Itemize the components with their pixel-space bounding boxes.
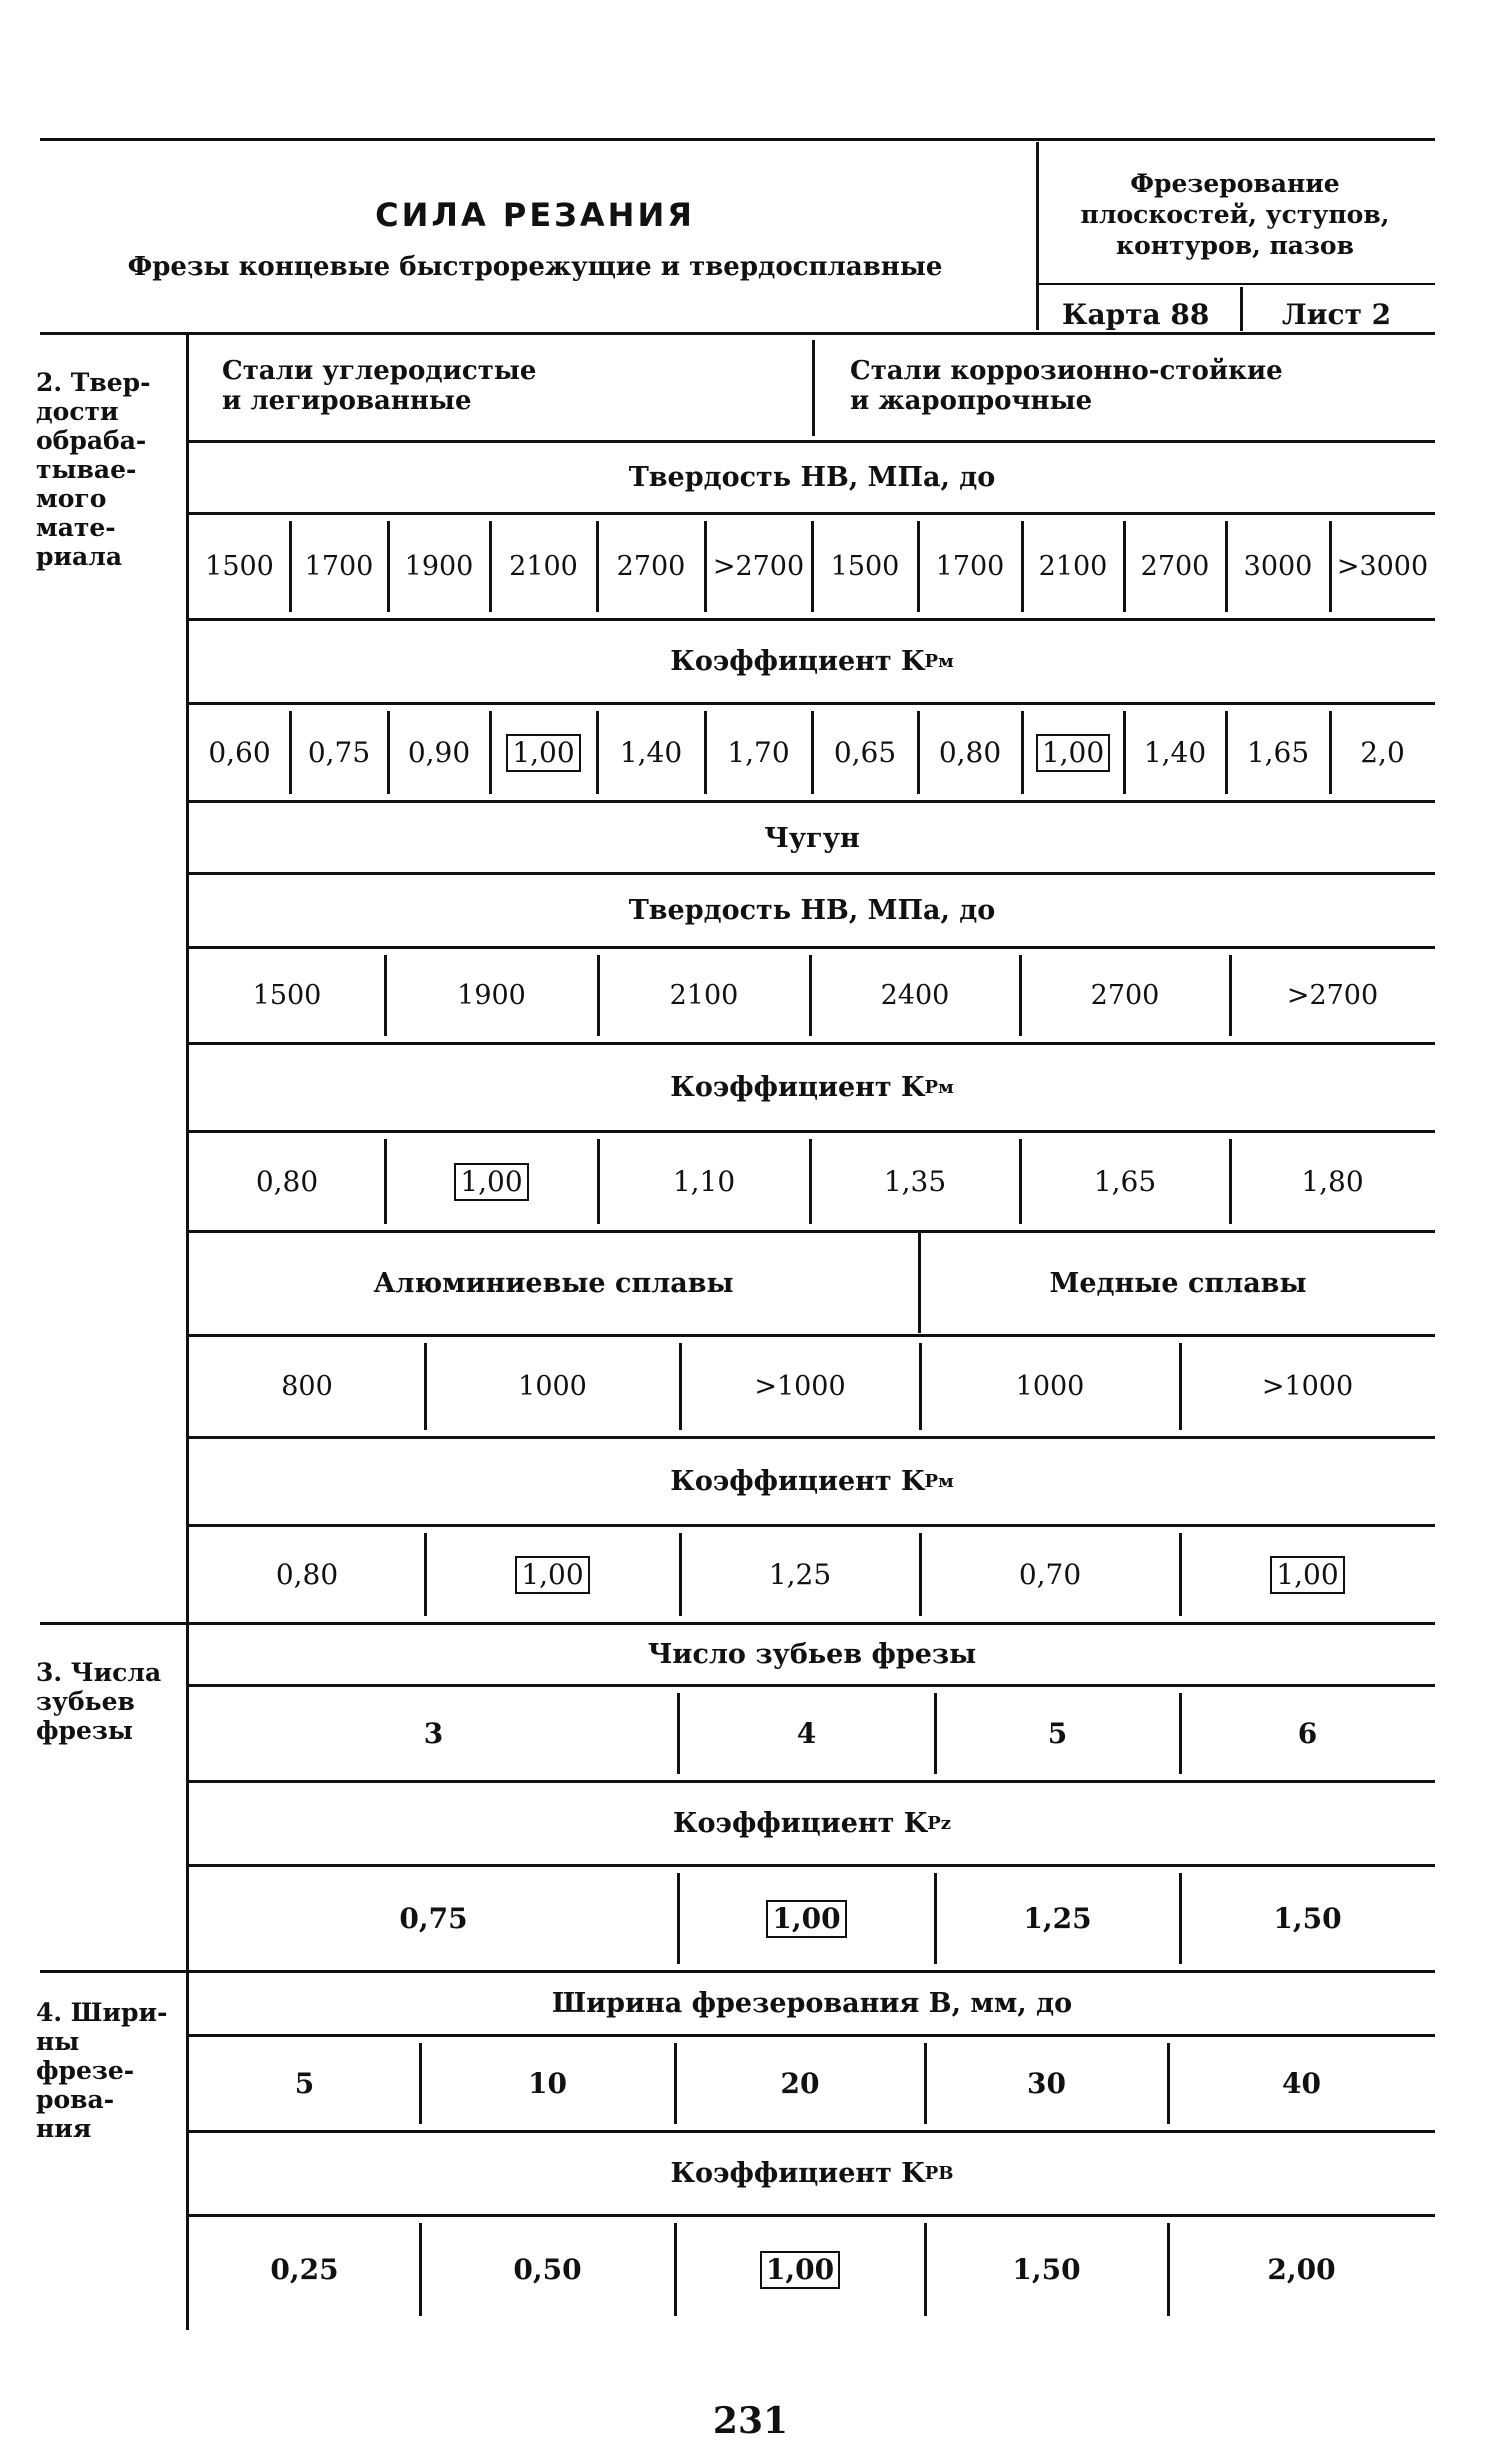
steel-hardness-header: Твердость НВ, МПа, до bbox=[628, 461, 996, 493]
steel-coef-cell: 1,65 bbox=[1246, 736, 1310, 769]
steel-hardness-cell: 1500 bbox=[830, 551, 900, 582]
teeth-coef-cell: 1,25 bbox=[1023, 1902, 1092, 1935]
cell-divider bbox=[934, 1873, 937, 1964]
cast-coef-cell: 1,10 bbox=[672, 1165, 736, 1198]
cell-divider bbox=[424, 1533, 427, 1616]
cell-divider bbox=[1225, 521, 1228, 612]
cell-divider bbox=[1019, 955, 1022, 1036]
steel-hardness-cell: 2100 bbox=[509, 551, 578, 582]
page-title: СИЛА РЕЗАНИЯ bbox=[375, 196, 695, 234]
cast-hardness-cell: 2400 bbox=[880, 980, 950, 1011]
cast-hardness-cell: 1500 bbox=[252, 980, 322, 1011]
cell-divider bbox=[704, 711, 707, 794]
width-cell: 5 bbox=[294, 2067, 315, 2100]
steel-coef-cell: 1,40 bbox=[619, 736, 683, 769]
aluminium-alloys-header: Алюминиевые сплавы bbox=[373, 1267, 734, 1299]
cell-divider bbox=[1329, 521, 1332, 612]
steel-coef-cell: 0,80 bbox=[938, 736, 1002, 769]
steel-hardness-cell: 2700 bbox=[1140, 551, 1210, 582]
width-cell: 40 bbox=[1282, 2067, 1321, 2100]
cell-divider bbox=[924, 2043, 927, 2124]
teeth-coef-cell: 1,00 bbox=[678, 1867, 935, 1970]
steel-coef-cell: 0,75 bbox=[307, 736, 371, 769]
copper-alloys-header: Медные сплавы bbox=[1049, 1267, 1307, 1299]
cast-hardness-cell: >2700 bbox=[1286, 980, 1379, 1011]
cell-divider bbox=[1167, 2043, 1170, 2124]
cell-divider bbox=[677, 1693, 680, 1774]
width-cell: 20 bbox=[780, 2067, 820, 2100]
steel-hardness-cell: 1700 bbox=[935, 551, 1005, 582]
header-right-rule bbox=[1039, 283, 1435, 285]
cast-iron-header: Чугун bbox=[764, 822, 860, 854]
cast-coef-cell: 0,80 bbox=[255, 1165, 319, 1198]
steel-coef-cell: 1,00 bbox=[1022, 705, 1124, 800]
alloy-coef-cell: 1,25 bbox=[768, 1558, 832, 1591]
cell-divider bbox=[679, 1533, 682, 1616]
cast-coef-cell: 1,00 bbox=[385, 1133, 598, 1230]
cell-divider bbox=[1179, 1343, 1182, 1430]
steel-coef-cell: 2,0 bbox=[1360, 736, 1405, 769]
operation-line-3: контуров, пазов bbox=[1116, 231, 1354, 260]
cell-divider bbox=[289, 711, 292, 794]
teeth-cell: 3 bbox=[423, 1717, 444, 1750]
steel-hardness-cell: >2700 bbox=[712, 551, 805, 582]
cell-divider bbox=[489, 521, 492, 612]
card-sheet-divider bbox=[1240, 287, 1243, 331]
cell-divider bbox=[677, 1873, 680, 1964]
top-rule bbox=[40, 138, 1435, 141]
steel-hardness-cell: 1700 bbox=[304, 551, 374, 582]
width-header: Ширина фрезерования B, мм, до bbox=[551, 1987, 1073, 2019]
cell-divider bbox=[1229, 955, 1232, 1036]
cell-divider bbox=[597, 955, 600, 1036]
alloy-hardness-cell: 1000 bbox=[518, 1371, 587, 1402]
cast-hardness-cell: 2100 bbox=[669, 980, 739, 1011]
teeth-cell: 4 bbox=[796, 1717, 817, 1750]
cast-hardness-cell: 2700 bbox=[1090, 980, 1160, 1011]
teeth-cell: 6 bbox=[1297, 1717, 1318, 1750]
teeth-coef-header: Коэффициент K Pz bbox=[672, 1807, 951, 1839]
cell-divider bbox=[919, 1343, 922, 1430]
alloy-coef-cell: 0,80 bbox=[275, 1558, 339, 1591]
cell-divider bbox=[811, 711, 814, 794]
operation-line-2: плоскостей, уступов, bbox=[1080, 200, 1390, 229]
alloy-hardness-cell: 1000 bbox=[1015, 1371, 1085, 1402]
width-cell: 10 bbox=[528, 2067, 567, 2100]
cell-divider bbox=[597, 1139, 600, 1224]
teeth-cell: 5 bbox=[1047, 1717, 1068, 1750]
cell-divider bbox=[811, 521, 814, 612]
cell-divider bbox=[1229, 1139, 1232, 1224]
cell-divider bbox=[679, 1343, 682, 1430]
steel-coef-cell: 1,70 bbox=[727, 736, 790, 769]
cell-divider bbox=[384, 955, 387, 1036]
header-divider bbox=[1036, 142, 1039, 330]
width-cell: 30 bbox=[1027, 2067, 1066, 2100]
width-coef-cell: 1,50 bbox=[1012, 2253, 1081, 2286]
cast-coef-cell: 1,35 bbox=[883, 1165, 947, 1198]
cell-divider bbox=[1021, 521, 1024, 612]
steel-hardness-cell: >3000 bbox=[1336, 551, 1429, 582]
steel-hardness-cell: 3000 bbox=[1243, 551, 1313, 582]
cell-divider bbox=[809, 955, 812, 1036]
steel-group-carbon: Стали углеродистые и легированные bbox=[222, 356, 537, 416]
cast-coef-cell: 1,65 bbox=[1093, 1165, 1157, 1198]
cell-divider bbox=[704, 521, 707, 612]
steel-hardness-cell: 1500 bbox=[205, 551, 274, 582]
steel-coef-header: Коэффициент K Pм bbox=[670, 645, 954, 677]
alloy-coef-header: Коэффициент K Pм bbox=[670, 1465, 954, 1497]
cell-divider bbox=[1225, 711, 1228, 794]
cell-divider bbox=[1021, 711, 1024, 794]
cell-divider bbox=[387, 521, 390, 612]
cell-divider bbox=[596, 711, 599, 794]
card-number: Карта 88 bbox=[1062, 298, 1210, 331]
cell-divider bbox=[424, 1343, 427, 1430]
steel-coef-cell: 0,90 bbox=[407, 736, 471, 769]
cell-divider bbox=[419, 2223, 422, 2316]
cell-divider bbox=[289, 521, 292, 612]
cell-divider bbox=[917, 711, 920, 794]
cast-coef-header: Коэффициент K Pм bbox=[670, 1071, 954, 1103]
cast-coef-cell: 1,80 bbox=[1301, 1165, 1364, 1198]
cell-divider bbox=[1179, 1533, 1182, 1616]
operation-line-1: Фрезерование bbox=[1130, 169, 1340, 198]
width-coef-header: Коэффициент K PB bbox=[670, 2157, 954, 2189]
cell-divider bbox=[674, 2043, 677, 2124]
cell-divider bbox=[919, 1533, 922, 1616]
sheet-number: Лист 2 bbox=[1282, 298, 1392, 331]
page-subtitle: Фрезы концевые быстрорежущие и твердосплавные bbox=[127, 252, 943, 282]
alloy-hardness-cell: 800 bbox=[281, 1371, 333, 1402]
width-coef-cell: 0,50 bbox=[513, 2253, 582, 2286]
steel-coef-cell: 0,60 bbox=[208, 736, 271, 769]
cell-divider bbox=[809, 1139, 812, 1224]
cell-divider bbox=[419, 2043, 422, 2124]
teeth-coef-cell: 1,50 bbox=[1273, 1902, 1342, 1935]
steel-group-stainless: Стали коррозионно-стойкие и жаропрочные bbox=[850, 356, 1283, 416]
cell-divider bbox=[1123, 711, 1126, 794]
alloy-hardness-cell: >1000 bbox=[1261, 1371, 1354, 1402]
cell-divider bbox=[674, 2223, 677, 2316]
alloy-coef-cell: 1,00 bbox=[1180, 1527, 1435, 1622]
header-bottom-rule bbox=[40, 332, 1435, 335]
cell-divider bbox=[934, 1693, 937, 1774]
section-4-label: 4. Шири- ны фрезе- рова- ния bbox=[36, 1998, 168, 2143]
cell-divider bbox=[596, 521, 599, 612]
steel-hardness-cell: 1900 bbox=[404, 551, 474, 582]
width-coef-cell: 1,00 bbox=[675, 2217, 925, 2322]
alloy-coef-cell: 1,00 bbox=[425, 1527, 680, 1622]
steel-group-divider bbox=[812, 340, 815, 436]
cell-divider bbox=[489, 711, 492, 794]
steel-coef-cell: 1,00 bbox=[490, 705, 597, 800]
alloy-coef-cell: 0,70 bbox=[1018, 1558, 1082, 1591]
cell-divider bbox=[917, 521, 920, 612]
teeth-header: Число зубьев фрезы bbox=[647, 1638, 977, 1670]
cell-divider bbox=[1167, 2223, 1170, 2316]
cell-divider bbox=[1179, 1693, 1182, 1774]
cast-hardness-cell: 1900 bbox=[457, 980, 526, 1011]
width-coef-cell: 2,00 bbox=[1267, 2253, 1336, 2286]
section-2-label: 2. Твер- дости обраба- тывае- мого мате- риала bbox=[36, 368, 151, 571]
operation-description bbox=[1040, 168, 1430, 261]
cell-divider bbox=[1179, 1873, 1182, 1964]
cell-divider bbox=[384, 1139, 387, 1224]
steel-hardness-cell: 2700 bbox=[616, 551, 686, 582]
cell-divider bbox=[1123, 521, 1126, 612]
width-coef-cell: 0,25 bbox=[270, 2253, 339, 2286]
steel-hardness-cell: 2100 bbox=[1038, 551, 1108, 582]
teeth-coef-cell: 0,75 bbox=[399, 1902, 468, 1935]
steel-coef-cell: 1,40 bbox=[1143, 736, 1207, 769]
cell-divider bbox=[924, 2223, 927, 2316]
cell-divider bbox=[1019, 1139, 1022, 1224]
alloy-hardness-cell: >1000 bbox=[754, 1371, 846, 1402]
section-3-label: 3. Числа зубьев фрезы bbox=[36, 1658, 162, 1745]
cell-divider bbox=[1329, 711, 1332, 794]
cast-hardness-header: Твердость НВ, МПа, до bbox=[628, 894, 996, 926]
cell-divider bbox=[387, 711, 390, 794]
steel-coef-cell: 0,65 bbox=[833, 736, 897, 769]
page-number: 231 bbox=[712, 2400, 789, 2442]
